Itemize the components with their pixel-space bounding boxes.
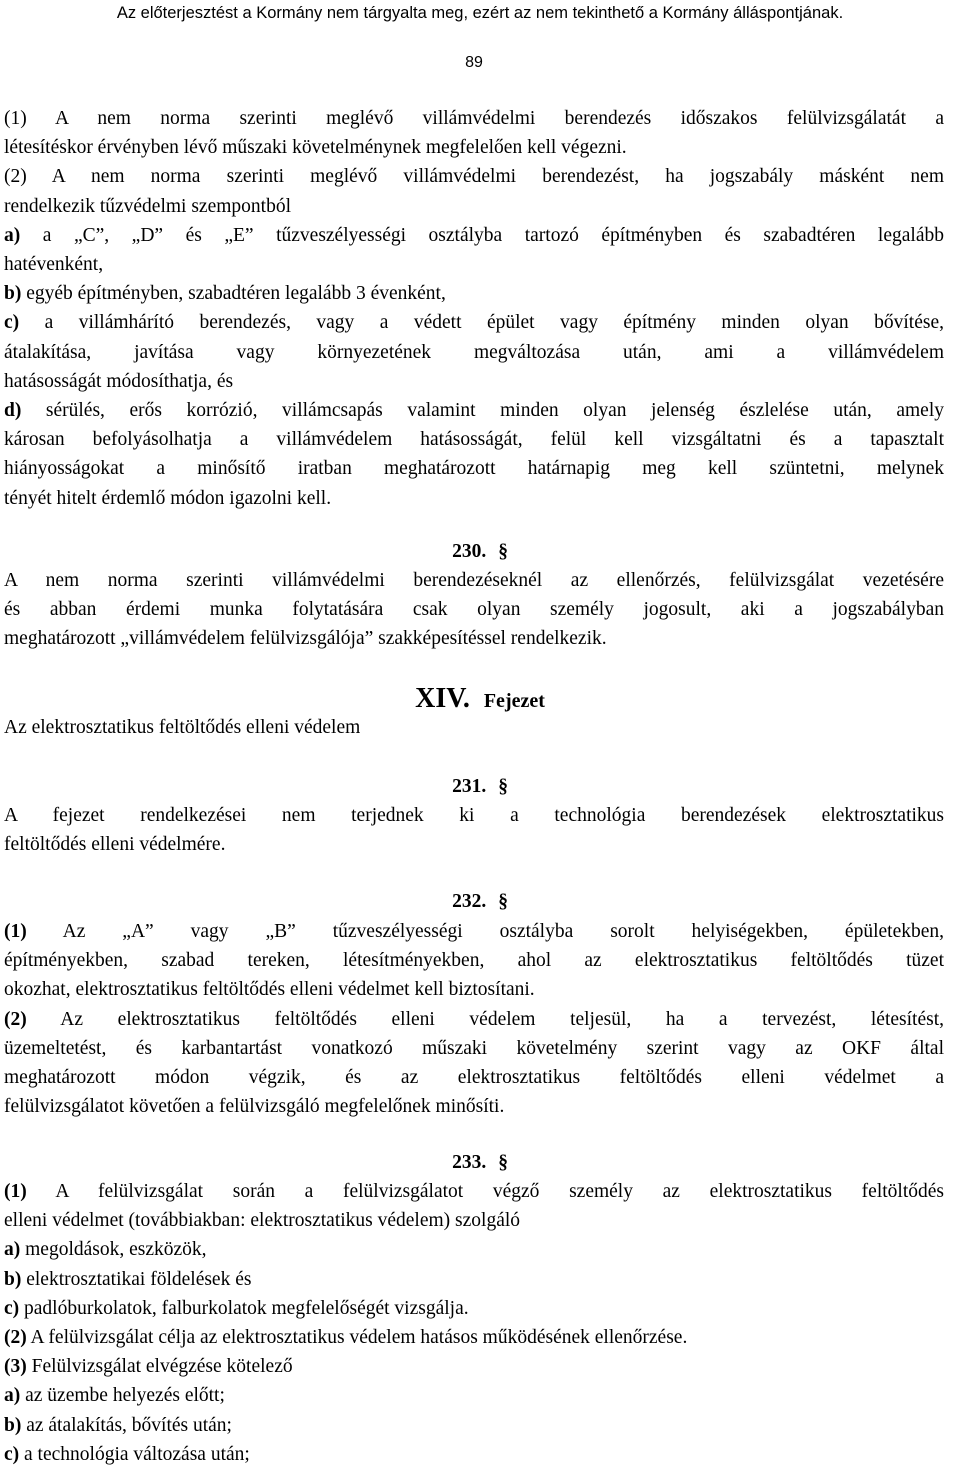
- section-230-heading: [0, 539, 960, 565]
- item-label: b): [4, 283, 22, 305]
- subsection-text: Az „A” vagy „B” tűzveszélyességi osztályba sorolt helyiségekben, épületekben,: [26, 921, 944, 942]
- item-text: a technológia változása után;: [19, 1443, 250, 1465]
- subsection-label: (1): [4, 1181, 27, 1202]
- section-number: 233.: [452, 1152, 487, 1173]
- item-b: [4, 1411, 944, 1440]
- item-a: [4, 1381, 944, 1410]
- subsection-label: (2): [4, 1008, 27, 1030]
- section-231-body: [4, 801, 944, 859]
- body-line: és abban érdemi munka folytatására csak olyan személy jogosult, aki a jogszabályban: [4, 599, 944, 621]
- item-text: a „C”, „D” és „E” tűzveszélyességi osztályba tartozó építményben és szabadtéren legalább: [20, 224, 944, 246]
- subsection-text: A felülvizsgálat célja az elektrosztatikus védelem hatásos működésének ellenőrzése.: [26, 1327, 688, 1349]
- item-b: [4, 279, 944, 308]
- item-a: [4, 221, 944, 250]
- subsection-text: Felülvizsgálat elvégzése kötelező: [26, 1356, 293, 1378]
- section-sign: §: [498, 891, 508, 912]
- chapter-word: Fejezet: [483, 690, 545, 712]
- paragraph-1-line: létesítéskor érvényben lévő műszaki követelménynek megfelelően kell végezni.: [4, 137, 627, 159]
- paragraph-1-line: (1) A nem norma szerinti meglévő villámvédelmi berendezés időszakos felülvizsgálatát a: [4, 108, 944, 129]
- body-line: elleni védelmet (továbbiakban: elektrosztatikus védelem) szolgáló: [4, 1210, 521, 1232]
- body-line: üzemeltetést, és karbantartást vonatkozó műszaki követelmény szerint vagy az OKF által: [4, 1037, 944, 1059]
- item-d: [4, 396, 944, 425]
- item-c: [4, 1440, 944, 1469]
- item-text: egyéb építményben, szabadtéren legalább 3 évenként,: [21, 283, 446, 305]
- item-text: padlóburkolatok, falburkolatok megfelelőségét vizsgálja.: [19, 1297, 469, 1319]
- chapter-title: Az elektrosztatikus feltöltődés elleni védelem: [4, 717, 361, 738]
- section-233-heading: [0, 1150, 960, 1176]
- item-text: az átalakítás, bővítés után;: [21, 1414, 232, 1436]
- item-d-cont: hiányosságokat a minősítő iratban meghatározott határnapig meg kell szüntetni, melynek: [4, 458, 944, 480]
- item-b: [4, 1265, 944, 1294]
- paragraph-2-line: rendelkezik tűzvédelmi szempontból: [4, 195, 291, 217]
- subsection-text: Az elektrosztatikus feltöltődés elleni védelem teljesül, ha a tervezést, létesítést,: [26, 1008, 944, 1030]
- subsection-3: [4, 1352, 944, 1381]
- item-label: c): [4, 1443, 20, 1465]
- item-label: b): [4, 1268, 22, 1290]
- section-sign: §: [498, 776, 508, 797]
- item-label: d): [4, 400, 22, 422]
- item-text: megoldások, eszközök,: [20, 1239, 207, 1261]
- section-number: 231.: [452, 776, 487, 797]
- paragraph-2-line: (2) A nem norma szerinti meglévő villámvédelmi berendezést, ha jogszabály másként nem: [4, 166, 944, 188]
- item-c-cont: hatásosságát módosíthatja, és: [4, 370, 234, 392]
- block-lightning-inspection: [4, 104, 944, 513]
- section-number: 230.: [452, 541, 487, 562]
- item-text: a villámhárító berendezés, vagy a védett épület vagy építmény minden olyan bővítése,: [19, 312, 944, 334]
- page-number: 89: [465, 54, 483, 71]
- item-text: elektrosztatikai földelések és: [21, 1268, 252, 1290]
- subsection-2: [4, 1323, 944, 1352]
- section-number: 232.: [452, 891, 487, 912]
- subsection-2: [4, 1005, 944, 1034]
- item-label: c): [4, 312, 20, 334]
- item-label: a): [4, 1239, 21, 1261]
- body-line: A fejezet rendelkezései nem terjednek ki a technológia berendezések elektrosztatikus: [4, 805, 944, 826]
- chapter-roman-numeral: XIV.: [415, 683, 470, 714]
- subsection-label: (1): [4, 921, 27, 942]
- section-232-heading: [0, 889, 960, 915]
- body-line: meghatározott „villámvédelem felülvizsgálója” szakképesítéssel rendelkezik.: [4, 628, 607, 650]
- section-231-heading: [0, 774, 960, 800]
- section-sign: §: [498, 1152, 508, 1173]
- item-text: az üzembe helyezés előtt;: [20, 1385, 225, 1407]
- item-c: [4, 308, 944, 337]
- body-line: építményekben, szabad tereken, létesítményekben, ahol az elektrosztatikus feltöltődés tüzet: [4, 950, 944, 972]
- section-232-body: [4, 917, 944, 1121]
- item-d-cont: károsan befolyásolhatja a villámvédelem hatásosságát, felül kell vizsgáltatni és a tapasztalt: [4, 429, 944, 451]
- subsection-label: (3): [4, 1356, 27, 1378]
- item-label: a): [4, 224, 21, 246]
- item-label: a): [4, 1385, 21, 1407]
- body-line: meghatározott módon végzik, és az elektrosztatikus feltöltődés elleni védelmet a: [4, 1067, 944, 1089]
- page-header-notice: Az előterjesztést a Kormány nem tárgyalta meg, ezért az nem tekinthető a Kormány álláspontjának.: [116, 4, 844, 22]
- subsection-label: (2): [4, 1327, 27, 1349]
- item-a-cont: hatévenként,: [4, 254, 104, 276]
- body-line: feltöltődés elleni védelmére.: [4, 834, 226, 856]
- subsection-1: [4, 917, 944, 946]
- subsection-text: A felülvizsgálat során a felülvizsgálatot végző személy az elektrosztatikus feltöltődés: [26, 1181, 944, 1202]
- section-233-body: [4, 1177, 944, 1469]
- section-230-body: [4, 566, 944, 654]
- item-c: [4, 1294, 944, 1323]
- item-d-cont: tényét hitelt érdemlő módon igazolni kell.: [4, 487, 332, 509]
- body-line: A nem norma szerinti villámvédelmi berendezéseknél az ellenőrzés, felülvizsgálat vezetésére: [4, 570, 944, 591]
- item-label: c): [4, 1297, 20, 1319]
- subsection-1: [4, 1177, 944, 1206]
- section-sign: §: [498, 541, 508, 562]
- item-label: b): [4, 1414, 22, 1436]
- item-c-cont: átalakítása, javítása vagy környezetének megváltozása után, ami a villámvédelem: [4, 341, 944, 363]
- body-line: okozhat, elektrosztatikus feltöltődés elleni védelmet kell biztosítani.: [4, 979, 535, 1001]
- body-line: felülvizsgálatot követően a felülvizsgáló megfelelőnek minősíti.: [4, 1096, 505, 1118]
- item-a: [4, 1235, 944, 1264]
- item-text: sérülés, erős korrózió, villámcsapás valamint minden olyan jelenség észlelése után, amely: [21, 400, 944, 422]
